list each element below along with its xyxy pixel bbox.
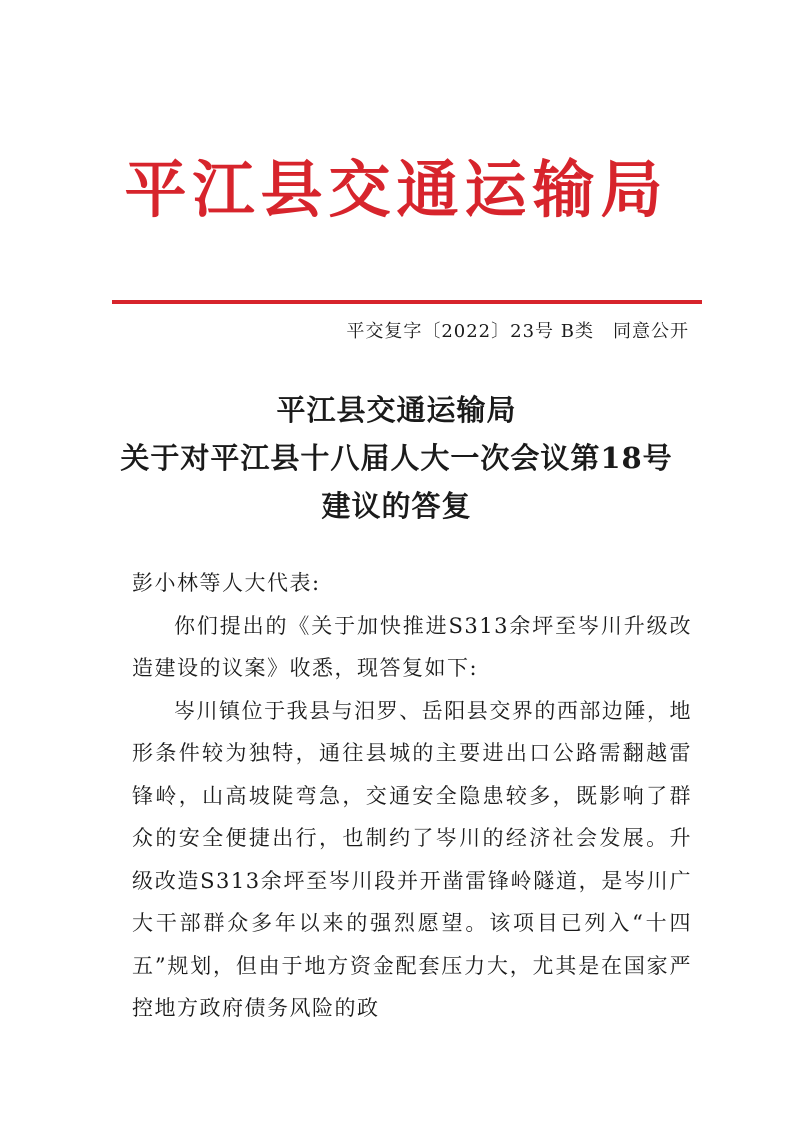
document-title — [0, 386, 793, 530]
document-body — [132, 562, 692, 1030]
title-line-2: 关于对平江县十八届人大一次会议第18号 — [120, 441, 673, 475]
salutation: 彭小林等人大代表: — [132, 571, 321, 595]
red-divider-line — [112, 300, 702, 304]
org-masthead: 平江县交通运输局 — [124, 153, 669, 226]
body-paragraph-2: 岑川镇位于我县与汨罗、岳阳县交界的西部边陲，地形条件较为独特，通往县城的主要进出口公路需翻越雷锋岭，山高坡陡弯急，交通安全隐患较多，既影响了群众的安全便捷出行，也制约了岑川的经济社会发展。升级改造S313余坪至岑川段并开凿雷锋岭隧道，是岑川广大干部群众多年以来的强烈愿望。该项目已列入“十四五”规划，但由于地方资金配套压力大，尤其是在国家严控地方政府债务风险的政 — [132, 698, 692, 1020]
title-line-1: 平江县交通运输局 — [276, 393, 517, 427]
title-line-3: 建议的答复 — [321, 489, 472, 523]
body-paragraph-1: 你们提出的《关于加快推进S313余坪至岑川升级改造建设的议案》收悉，现答复如下: — [132, 613, 692, 680]
document-number: 平交复字〔2022〕23号 B类 同意公开 — [346, 321, 689, 342]
